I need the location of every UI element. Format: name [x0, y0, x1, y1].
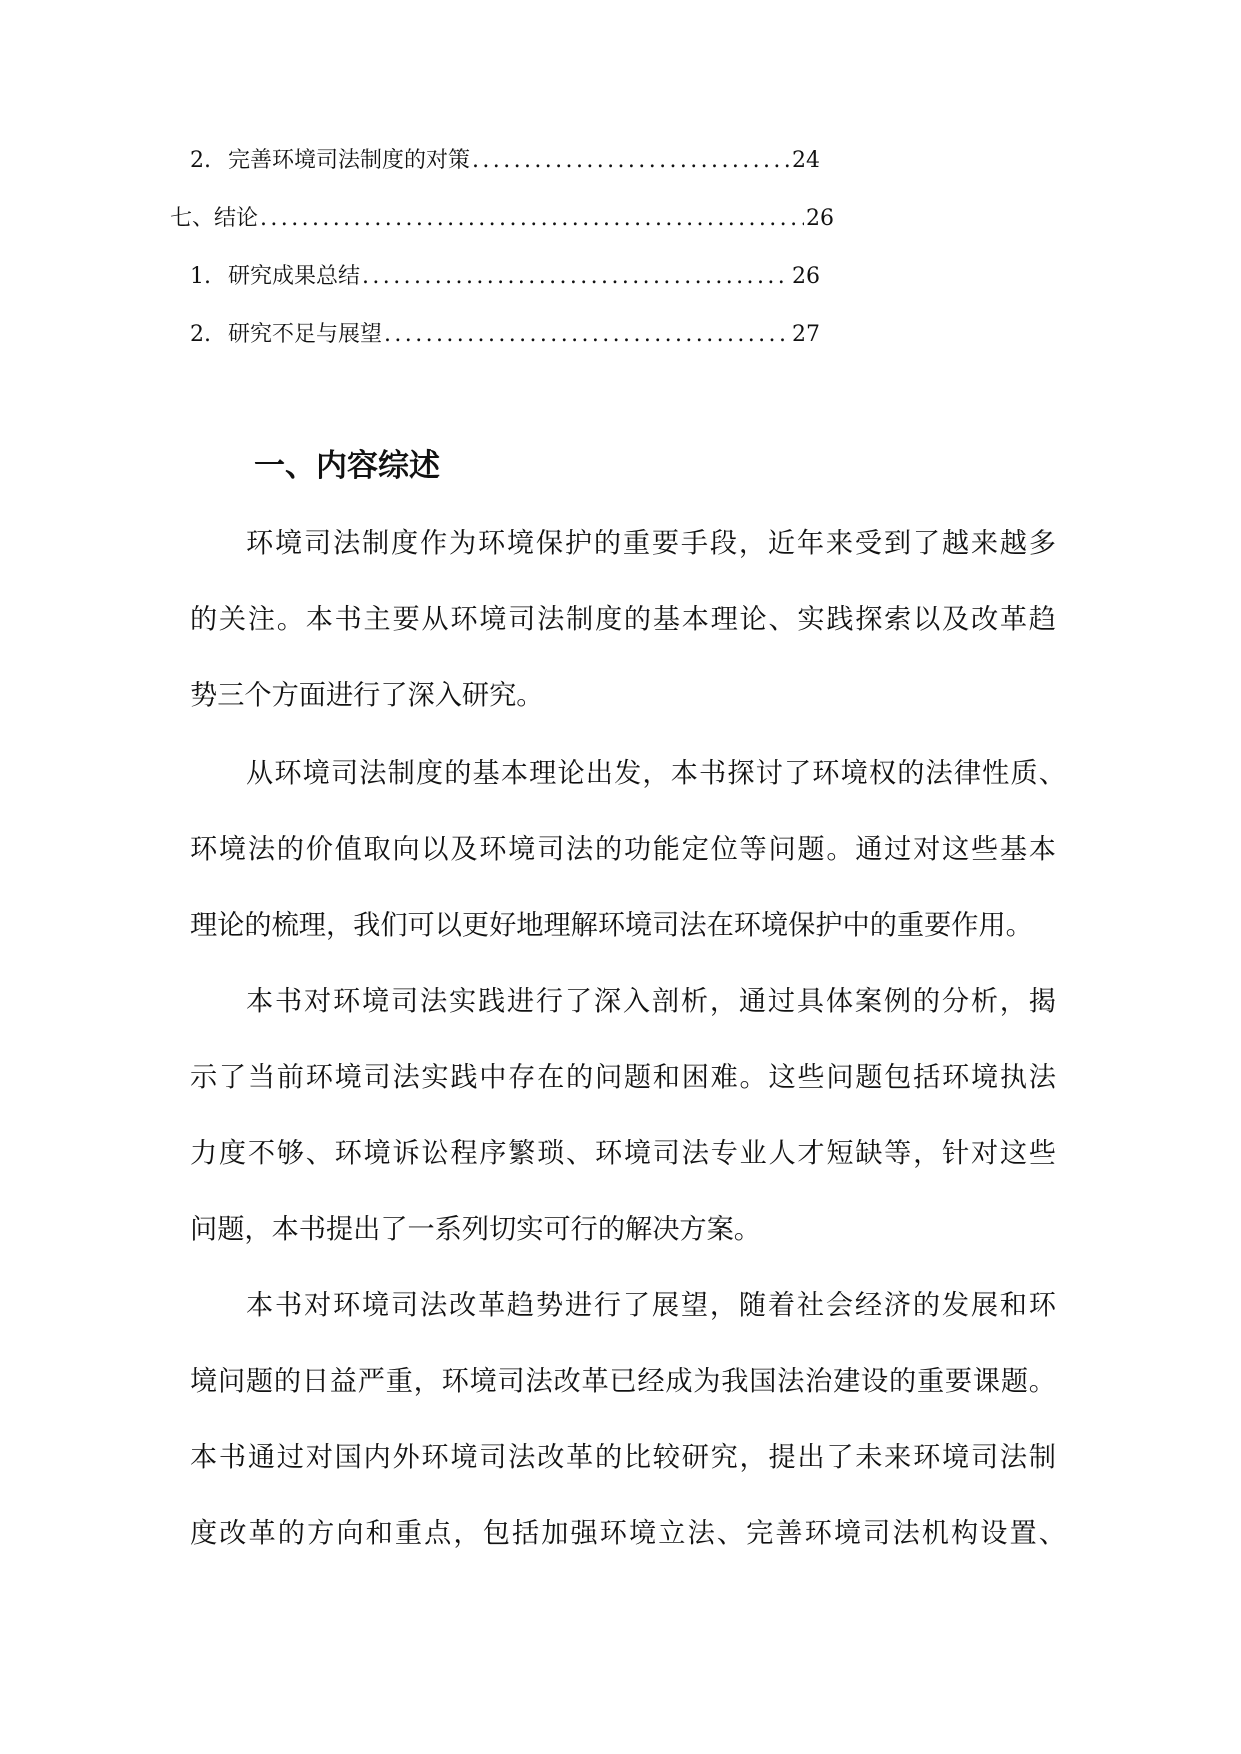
toc-entry-title: 研究不足与展望	[228, 322, 383, 347]
toc-leader-dots	[470, 146, 790, 176]
toc-entry[interactable]	[190, 320, 820, 350]
toc-leader-dots	[258, 204, 804, 234]
toc-entry-number: 2.	[190, 148, 211, 173]
paragraph-line: 度改革的方向和重点，包括加强环境立法、完善环境司法机构设置、	[190, 1518, 1066, 1549]
paragraph-line: 示了当前环境司法实践中存在的问题和困难。这些问题包括环境执法	[190, 1062, 1056, 1093]
toc-entry-title: 七、结论	[170, 206, 259, 231]
toc-entry-number: 2.	[190, 322, 211, 347]
paragraph-line: 本书通过对国内外环境司法改革的比较研究，提出了未来环境司法制	[190, 1442, 1056, 1473]
paragraph-line: 的关注。本书主要从环境司法制度的基本理论、实践探索以及改革趋	[190, 604, 1056, 635]
paragraph-line: 力度不够、环境诉讼程序繁琐、环境司法专业人才短缺等，针对这些	[190, 1138, 1056, 1169]
toc-entry[interactable]	[170, 204, 834, 234]
toc-entry-number: 1.	[190, 264, 211, 289]
toc-entry-page: 26	[792, 264, 820, 289]
toc-entry-title: 完善环境司法制度的对策	[228, 148, 471, 173]
paragraph-line: 问题，本书提出了一系列切实可行的解决方案。	[190, 1214, 761, 1245]
paragraph-line: 本书对环境司法实践进行了深入剖析，通过具体案例的分析，揭	[246, 986, 1056, 1017]
toc-entry-page: 26	[806, 206, 834, 231]
paragraph-line: 境问题的日益严重，环境司法改革已经成为我国法治建设的重要课题。	[190, 1366, 1056, 1397]
toc-entry[interactable]	[190, 262, 820, 292]
paragraph-line: 理论的梳理，我们可以更好地理解环境司法在环境保护中的重要作用。	[190, 910, 1033, 941]
paragraph-line: 环境司法制度作为环境保护的重要手段，近年来受到了越来越多	[246, 528, 1056, 559]
toc-entry-title: 研究成果总结	[228, 264, 361, 289]
toc-entry-page: 27	[792, 322, 820, 347]
toc-entry-page: 24	[792, 148, 820, 173]
toc-entry[interactable]	[190, 146, 820, 176]
paragraph-line: 从环境司法制度的基本理论出发，本书探讨了环境权的法律性质、	[246, 758, 1066, 789]
paragraph-line: 势三个方面进行了深入研究。	[190, 680, 544, 711]
paragraph-line: 本书对环境司法改革趋势进行了展望，随着社会经济的发展和环	[246, 1290, 1056, 1321]
paragraph-line: 环境法的价值取向以及环境司法的功能定位等问题。通过对这些基本	[190, 834, 1056, 865]
toc-leader-dots	[382, 320, 790, 350]
section-heading: 一、内容综述	[254, 448, 440, 484]
toc-leader-dots	[360, 262, 790, 292]
